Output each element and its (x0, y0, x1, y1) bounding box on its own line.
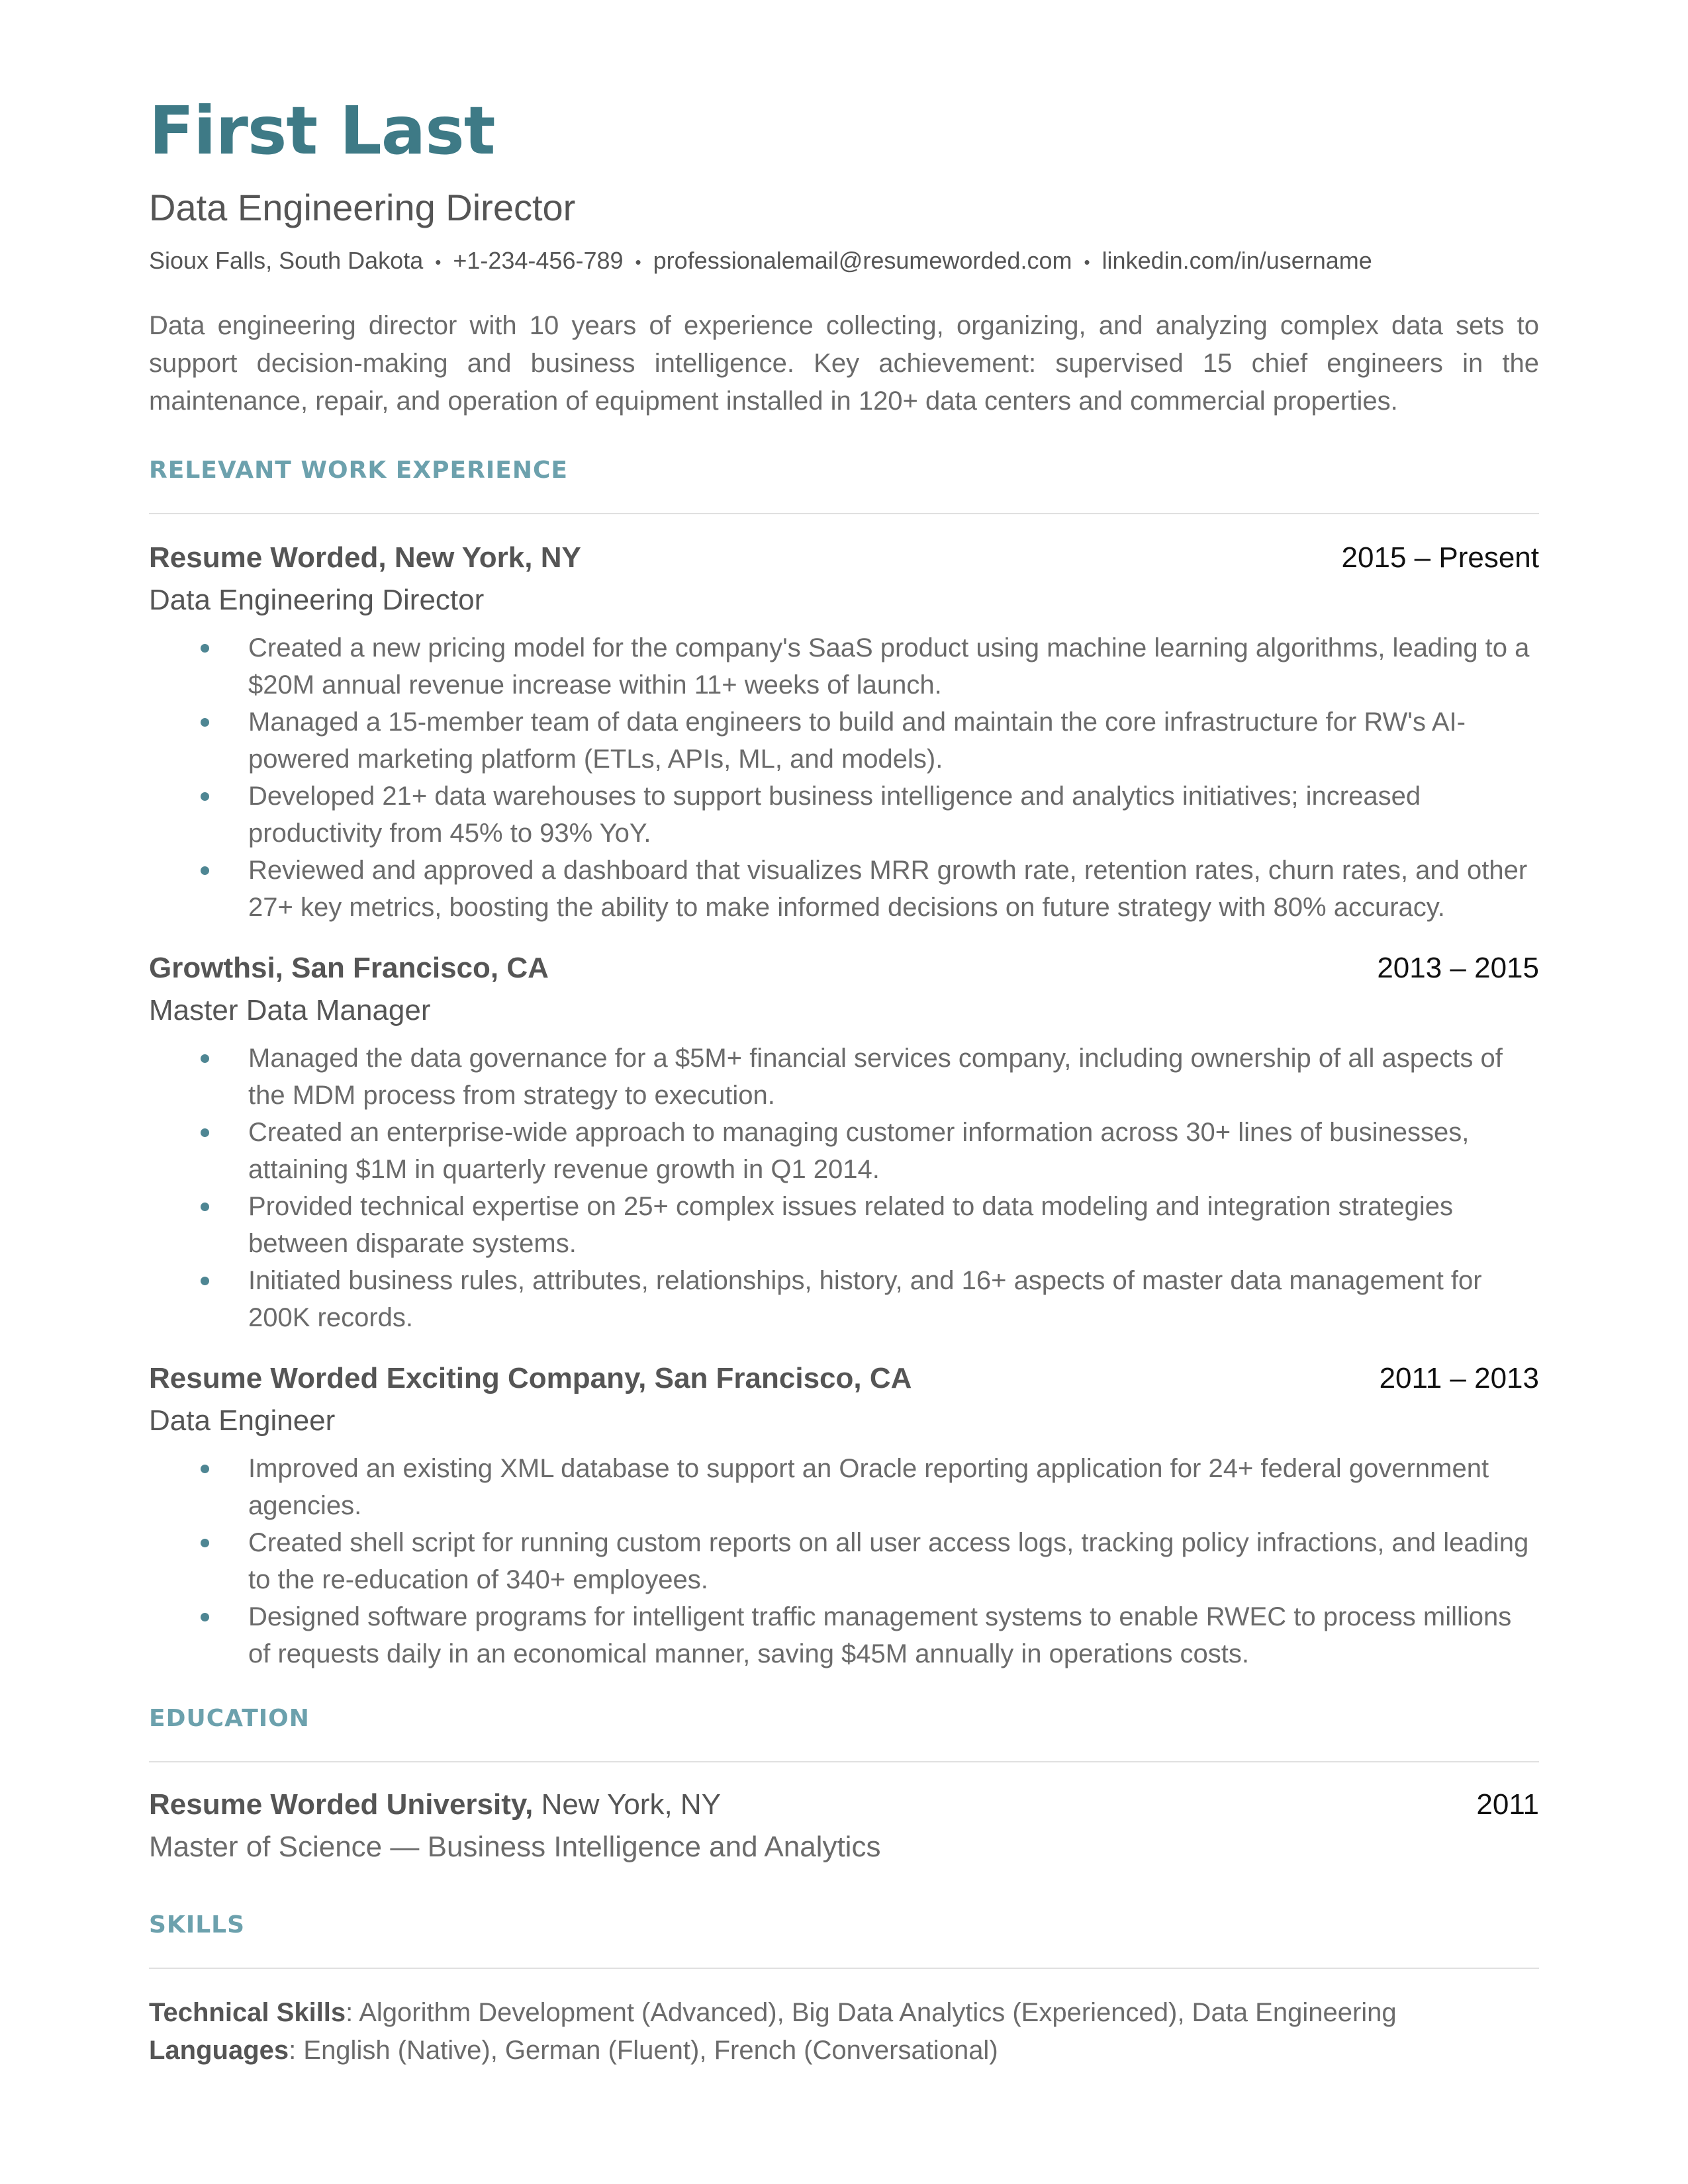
job-dates: 2013 – 2015 (1377, 952, 1539, 984)
bullet-text: Created a new pricing model for the company's SaaS product using machine learning algorithms, leading to a $20M annual revenue increase within 11+ weeks of launch. (248, 633, 1530, 700)
contact-location: Sioux Falls, South Dakota (149, 247, 424, 274)
bullet-item (149, 778, 1539, 852)
skills-technical-value: : Algorithm Development (Advanced), Big Data Analytics (Experienced), Data Engineering (346, 1998, 1397, 2027)
job-bullets (149, 1450, 1539, 1672)
job-dates: 2015 – Present (1341, 541, 1539, 574)
job-dates: 2011 – 2013 (1379, 1362, 1539, 1394)
bullet-text: Developed 21+ data warehouses to support business intelligence and analytics initiatives; increased productivity from 45% to 93% YoY. (248, 782, 1421, 848)
contact-phone: +1-234-456-789 (453, 247, 624, 274)
bullet-dot-icon (201, 1465, 209, 1473)
bullet-item (149, 1262, 1539, 1336)
bullet-item (149, 704, 1539, 778)
skills-block (149, 1994, 1539, 2070)
bullet-dot-icon (201, 792, 209, 801)
bullet-dot-icon (201, 644, 209, 653)
education-year: 2011 (1476, 1788, 1539, 1821)
bullet-text: Created an enterprise-wide approach to managing customer information across 30+ lines of businesses, attaining $1M in quarterly revenue growth in Q1 2014. (248, 1118, 1470, 1184)
skills-heading: SKILLS (149, 1911, 246, 1938)
bullet-item (149, 1188, 1539, 1262)
job-role: Master Data Manager (149, 994, 431, 1026)
summary-paragraph: Data engineering director with 10 years of experience collecting, organizing, and analyzing complex data sets to support decision-making and business intelligence. Key achievement: supervised 15 chief engineers in the maintenance, repair, and operation of equipment installed in 120+ data centers and commercial properties. (149, 311, 1539, 416)
job-entry (149, 543, 1539, 926)
skills-technical-line (149, 1994, 1539, 2032)
job-entry (149, 954, 1539, 1336)
bullet-dot-icon (201, 1539, 209, 1547)
bullet-dot-icon (201, 718, 209, 727)
job-company: Resume Worded Exciting Company, San Francisco, CA (149, 1362, 912, 1394)
education-heading: EDUCATION (149, 1705, 310, 1732)
skills-languages-line (149, 2032, 1539, 2070)
education-location: New York, NY (541, 1788, 722, 1821)
job-entry (149, 1364, 1539, 1672)
candidate-name: First Last (149, 92, 495, 169)
contact-separator: • (1084, 252, 1090, 273)
contact-separator: • (635, 252, 641, 273)
job-role: Data Engineering Director (149, 584, 485, 616)
job-bullets (149, 629, 1539, 926)
contact-linkedin[interactable]: linkedin.com/in/username (1102, 247, 1372, 274)
section-divider (149, 513, 1539, 514)
bullet-text: Initiated business rules, attributes, relationships, history, and 16+ aspects of master data management for 200K records. (248, 1266, 1482, 1332)
job-company: Growthsi, San Francisco, CA (149, 952, 549, 984)
bullet-text: Provided technical expertise on 25+ complex issues related to data modeling and integration strategies between disparate systems. (248, 1192, 1453, 1258)
education-degree: Master of Science — Business Intelligence and Analytics (149, 1831, 881, 1863)
bullet-item (149, 629, 1539, 704)
bullet-item (149, 1524, 1539, 1598)
bullet-item (149, 852, 1539, 926)
bullet-text: Created shell script for running custom reports on all user access logs, tracking policy infractions, and leading to the re-education of 340+ employees. (248, 1528, 1529, 1594)
bullet-dot-icon (201, 1613, 209, 1621)
bullet-dot-icon (201, 866, 209, 875)
job-company: Resume Worded, New York, NY (149, 541, 581, 574)
bullet-text: Reviewed and approved a dashboard that visualizes MRR growth rate, retention rates, churn rates, and other 27+ key metrics, boosting the ability to make informed decisions on future strategy with 80% accuracy. (248, 856, 1528, 922)
section-divider (149, 1968, 1539, 1969)
contact-line (149, 249, 1539, 273)
skills-languages-label: Languages (149, 2036, 289, 2065)
bullet-text: Managed a 15-member team of data engineers to build and maintain the core infrastructure for RW's AI-powered marketing platform (ETLs, APIs, ML, and models). (248, 707, 1466, 774)
bullet-item (149, 1114, 1539, 1188)
education-entry (149, 1790, 1539, 1819)
bullet-dot-icon (201, 1203, 209, 1211)
resume-page (149, 79, 1539, 2070)
experience-heading: RELEVANT WORK EXPERIENCE (149, 457, 568, 484)
bullet-text: Improved an existing XML database to support an Oracle reporting application for 24+ federal government agencies. (248, 1454, 1489, 1520)
job-bullets (149, 1040, 1539, 1336)
contact-separator: • (435, 252, 442, 273)
bullet-text: Managed the data governance for a $5M+ financial services company, including ownership of all aspects of the MDM process from strategy to execution. (248, 1044, 1503, 1110)
job-role: Data Engineer (149, 1404, 336, 1437)
bullet-text: Designed software programs for intelligent traffic management systems to enable RWEC to process millions of requests daily in an economical manner, saving $45M annually in operations costs. (248, 1602, 1512, 1668)
education-school: Resume Worded University, (149, 1788, 534, 1821)
bullet-item (149, 1040, 1539, 1114)
bullet-item (149, 1598, 1539, 1672)
skills-languages-value: : English (Native), German (Fluent), French (Conversational) (289, 2036, 998, 2065)
candidate-title: Data Engineering Director (149, 187, 576, 228)
bullet-dot-icon (201, 1128, 209, 1137)
skills-technical-label: Technical Skills (149, 1998, 346, 2027)
bullet-item (149, 1450, 1539, 1524)
contact-email[interactable]: professionalemail@resumeworded.com (653, 247, 1072, 274)
section-divider (149, 1761, 1539, 1762)
bullet-dot-icon (201, 1277, 209, 1285)
bullet-dot-icon (201, 1054, 209, 1063)
